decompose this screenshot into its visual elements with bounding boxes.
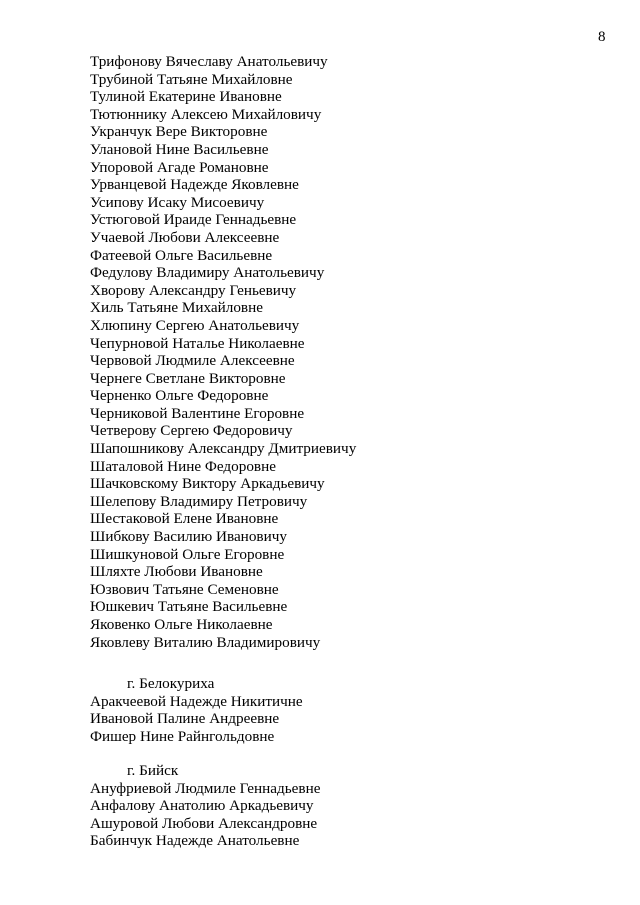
list-item: Фатеевой Ольге Васильевне bbox=[90, 246, 273, 264]
list-item: Чернеге Светлане Викторовне bbox=[90, 369, 286, 387]
page-number: 8 bbox=[598, 29, 606, 45]
list-item: Ивановой Палине Андреевне bbox=[90, 710, 280, 728]
list-item: Урванцевой Надежде Яковлевне bbox=[90, 176, 299, 194]
list-item: Бабинчук Надежде Анатольевне bbox=[90, 832, 300, 850]
list-item: Аракчеевой Надежде Никитичне bbox=[90, 692, 303, 710]
name-list-main bbox=[90, 53, 356, 651]
list-item: Черниковой Валентине Егоровне bbox=[90, 404, 305, 422]
section-heading-belokurikha: г. Белокуриха bbox=[127, 675, 215, 692]
list-item: Чепурновой Наталье Николаевне bbox=[90, 334, 305, 352]
list-item: Шестаковой Елене Ивановне bbox=[90, 510, 279, 528]
list-item: Укранчук Вере Викторовне bbox=[90, 123, 268, 141]
list-item: Шапошникову Александру Дмитриевичу bbox=[90, 440, 357, 458]
list-item: Юзвович Татьяне Семеновне bbox=[90, 580, 279, 598]
list-item: Шаталовой Нине Федоровне bbox=[90, 457, 276, 475]
list-item: Шачковскому Виктору Аркадьевичу bbox=[90, 475, 325, 493]
list-item: Упоровой Агаде Романовне bbox=[90, 158, 269, 176]
list-item: Устюговой Ираиде Геннадьевне bbox=[90, 211, 297, 229]
list-item: Учаевой Любови Алексеевне bbox=[90, 228, 280, 246]
list-item: Трубиной Татьяне Михайловне bbox=[90, 70, 293, 88]
list-item: Яковлеву Виталию Владимировичу bbox=[90, 633, 321, 651]
section-biysk bbox=[90, 762, 320, 850]
list-item: Усипову Исаку Мисоевичу bbox=[90, 193, 265, 211]
name-list-biysk bbox=[90, 780, 320, 850]
list-item: Фишер Нине Райнгольдовне bbox=[90, 727, 275, 745]
list-item: Трифонову Вячеславу Анатольевичу bbox=[90, 53, 328, 70]
list-item: Тулиной Екатерине Ивановне bbox=[90, 88, 282, 106]
list-item: Улановой Нине Васильевне bbox=[90, 140, 269, 158]
list-item: Шишкуновой Ольге Егоровне bbox=[90, 545, 285, 563]
list-item: Ануфриевой Людмиле Геннадьевне bbox=[90, 779, 321, 797]
list-item: Шибкову Василию Ивановичу bbox=[90, 528, 287, 546]
list-item: Черненко Ольге Федоровне bbox=[90, 387, 269, 405]
list-item: Федулову Владимиру Анатольевичу bbox=[90, 264, 325, 282]
section-belokurikha bbox=[90, 675, 303, 745]
list-item: Хлюпину Сергею Анатольевичу bbox=[90, 316, 300, 334]
list-item: Шляхте Любови Ивановне bbox=[90, 563, 263, 581]
name-list-belokurikha bbox=[90, 693, 303, 746]
list-item: Червовой Людмиле Алексеевне bbox=[90, 352, 295, 370]
list-item: Ашуровой Любови Александровне bbox=[90, 814, 318, 832]
list-item: Хворову Александру Геньевичу bbox=[90, 281, 297, 299]
list-item: Тютюннику Алексею Михайловичу bbox=[90, 105, 322, 123]
section-heading-biysk: г. Бийск bbox=[127, 762, 179, 779]
list-item: Яковенко Ольге Николаевне bbox=[90, 616, 273, 633]
list-item: Четверову Сергею Федоровичу bbox=[90, 422, 293, 440]
list-item: Хиль Татьяне Михайловне bbox=[90, 299, 263, 317]
list-item: Анфалову Анатолию Аркадьевичу bbox=[90, 797, 314, 815]
list-item: Шелепову Владимиру Петровичу bbox=[90, 492, 308, 510]
list-item: Юшкевич Татьяне Васильевне bbox=[90, 598, 288, 616]
